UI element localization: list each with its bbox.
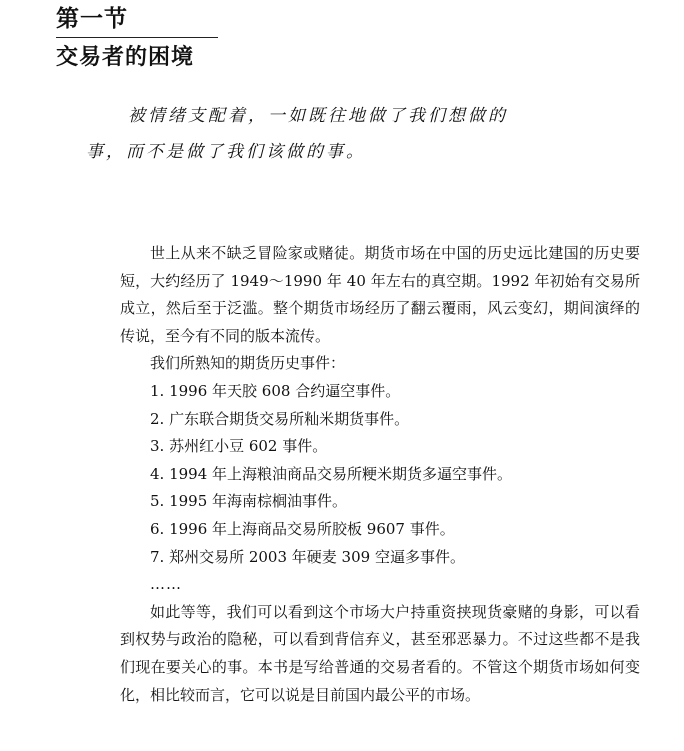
list-item: 4. 1994 年上海粮油商品交易所粳米期货多逼空事件。 — [150, 464, 513, 483]
epigraph-line-1: 被情绪支配着，一如既往地做了我们想做的 — [128, 106, 508, 126]
event-list — [120, 378, 640, 571]
list-item: 7. 郑州交易所 2003 年硬麦 309 空逼多事件。 — [150, 547, 465, 566]
epigraph — [86, 98, 566, 170]
section-title: 交易者的困境 — [56, 45, 195, 70]
section-label: 第一节 — [56, 6, 128, 32]
heading-rule — [56, 37, 218, 38]
list-item: 3. 苏州红小豆 602 事件。 — [150, 437, 328, 456]
epigraph-line-2: 事，而不是做了我们该做的事。 — [86, 142, 366, 162]
list-item: 5. 1995 年海南棕榈油事件。 — [150, 492, 348, 511]
list-intro: 我们所熟知的期货历史事件： — [150, 354, 346, 373]
list-item: 1. 1996 年天胶 608 合约逼空事件。 — [150, 381, 401, 400]
ellipsis: …… — [150, 575, 182, 594]
paragraph-intro: 世上从来不缺乏冒险家或赌徒。期货市场在中国的历史远比建国的历史要短，大约经历了 1949～1990 年 40 年左右的真空期。1992 年初始有交易所成立，然后至于泛滥。整个期货市场经历了翻云覆雨，风云变幻，期间演绎的传说，至今有不同的版本流传。 — [120, 244, 640, 345]
paragraph-conclusion: 如此等等，我们可以看到这个市场大户持重资挟现货豪赌的身影，可以看到权势与政治的隐秘，可以看到背信弃义，甚至邪恶暴力。不过这些都不是我们现在要关心的事。本书是写给普通的交易者看的。不管这个期货市场如何变化，相比较而言，它可以说是目前国内最公平的市场。 — [120, 602, 640, 704]
body-text — [120, 240, 640, 709]
list-item: 2. 广东联合期货交易所籼米期货事件。 — [150, 409, 410, 428]
list-item: 6. 1996 年上海商品交易所胶板 9607 事件。 — [150, 519, 455, 538]
